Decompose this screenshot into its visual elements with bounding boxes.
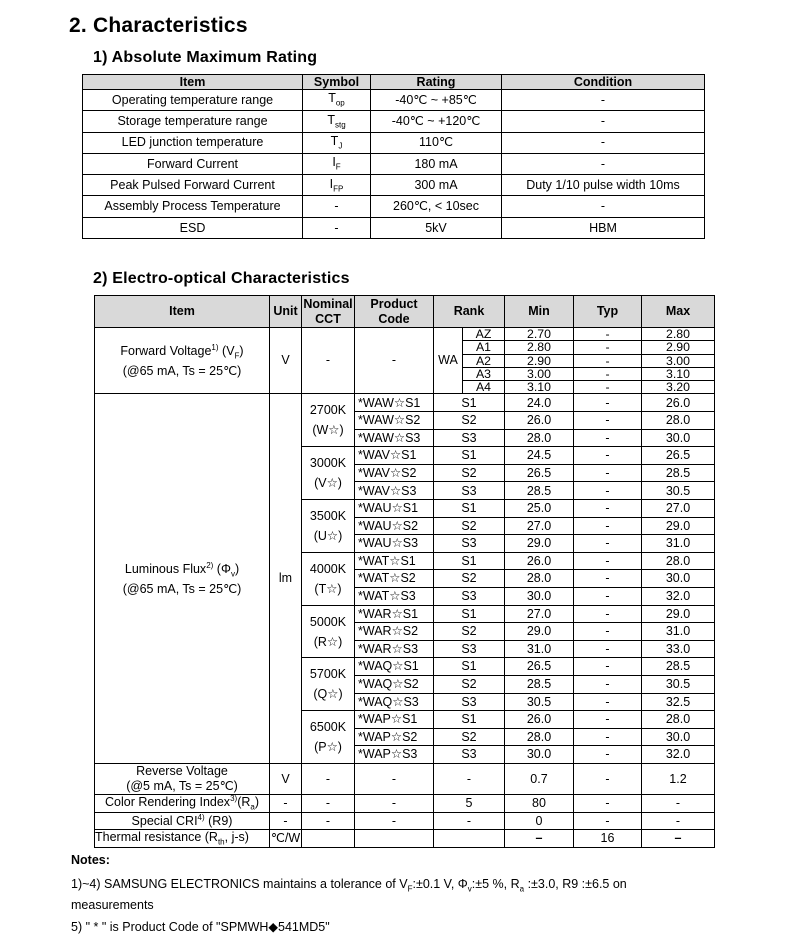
lf-code: *WAU☆S2	[355, 517, 434, 535]
lf-typ: -	[574, 605, 642, 623]
abs-condition: -	[502, 196, 705, 217]
vf-condition: (@65 mA, Ts = 25℃)	[122, 363, 242, 378]
abs-symbol-letter: T	[330, 133, 339, 148]
note-5: 5) " * " is Product Code of "SPMWH◆541MD5"	[71, 920, 330, 934]
abs-condition: Duty 1/10 pulse width 10ms	[502, 175, 705, 196]
cri-cct: -	[302, 794, 355, 812]
lf-typ: -	[574, 658, 642, 676]
lf-code: *WAP☆S2	[355, 728, 434, 746]
lf-rank: S2	[434, 675, 505, 693]
abs-row	[83, 196, 705, 217]
header-cct: Nominal CCT	[303, 297, 353, 326]
lf-code: *WAR☆S2	[355, 623, 434, 641]
lf-rank: S3	[434, 535, 505, 553]
lf-typ: -	[574, 535, 642, 553]
lf-code: *WAQ☆S1	[355, 658, 434, 676]
lf-code: *WAP☆S1	[355, 711, 434, 729]
abs-rating: 260℃, < 10sec	[371, 196, 502, 217]
cri-label: Color Rendering Index	[104, 795, 231, 810]
lf-max: 26.5	[642, 447, 715, 465]
abs-symbol-letter: -	[334, 199, 339, 214]
lf-max: 31.0	[642, 623, 715, 641]
vf-rank: AZ	[462, 328, 504, 340]
lf-cct	[302, 394, 355, 447]
lf-cct-value: 4000K	[309, 561, 347, 576]
vf-min: 2.70	[505, 328, 574, 341]
lf-rank: S1	[434, 711, 505, 729]
abs-condition: HBM	[502, 217, 705, 238]
vf-typ: -	[574, 354, 642, 367]
vf-rank: A1	[462, 340, 504, 353]
lf-cct-symbol: (V☆)	[314, 476, 342, 491]
cri-row	[95, 794, 715, 812]
abs-symbol	[303, 153, 371, 174]
lf-typ: -	[574, 517, 642, 535]
abs-row	[83, 217, 705, 238]
lf-max: 27.0	[642, 500, 715, 518]
vf-code: -	[355, 328, 434, 394]
vf-min: 2.90	[505, 354, 574, 367]
note-1-sub-f: F	[407, 884, 413, 894]
abs-symbol-letter: T	[328, 91, 336, 106]
cri-symbol-close: )	[254, 795, 260, 810]
vf-cct: -	[302, 328, 355, 394]
lf-typ: -	[574, 552, 642, 570]
abs-row	[83, 175, 705, 196]
lf-min: 31.0	[505, 640, 574, 658]
abs-max-title: 1) Absolute Maximum Rating	[93, 49, 318, 66]
abs-symbol-letter: T	[327, 112, 335, 127]
vf-max: 3.20	[642, 381, 715, 394]
cri-rank: 5	[434, 794, 505, 812]
r9-symbol: (R9)	[204, 814, 233, 829]
lf-max: 32.5	[642, 693, 715, 711]
lf-min: 27.0	[505, 517, 574, 535]
lf-rank: S2	[434, 623, 505, 641]
lf-max: 30.0	[642, 570, 715, 588]
lf-typ: -	[574, 394, 642, 412]
note-1-continued: measurements	[71, 898, 154, 912]
lf-min: 26.0	[505, 711, 574, 729]
lf-cct-value: 3000K	[309, 456, 347, 471]
lf-cct-symbol: (W☆)	[312, 423, 344, 438]
lf-code: *WAR☆S3	[355, 640, 434, 658]
vf-min: 3.00	[505, 367, 574, 380]
lf-max: 32.0	[642, 588, 715, 606]
lf-rank: S3	[434, 746, 505, 764]
lf-min: 26.5	[505, 658, 574, 676]
abs-symbol-sub: J	[338, 141, 343, 151]
lf-cct-symbol: (T☆)	[314, 581, 342, 596]
lf-symbol: (Φ	[216, 561, 231, 576]
abs-symbol-sub: op	[335, 98, 345, 108]
abs-condition: -	[502, 111, 705, 132]
lf-cct-symbol: (U☆)	[313, 528, 343, 543]
vf-rank: A2	[462, 354, 504, 367]
r9-min: 0	[505, 812, 574, 830]
header-min: Min	[505, 296, 574, 328]
vf-symbol-close: )	[239, 343, 244, 358]
vf-typ: -	[574, 328, 642, 341]
r9-item	[95, 812, 270, 830]
rv-code: -	[355, 763, 434, 794]
vf-typ: -	[574, 381, 642, 394]
vf-rank: A3	[462, 367, 504, 380]
eo-header-row	[95, 296, 715, 328]
lf-max: 30.5	[642, 675, 715, 693]
lf-unit: lm	[270, 394, 302, 763]
abs-item: Operating temperature range	[83, 90, 303, 111]
note-1-text-4: :±3.0, R9 :±6.5 on	[524, 877, 627, 891]
lf-typ: -	[574, 623, 642, 641]
lf-typ: -	[574, 675, 642, 693]
eo-title: 2) Electro-optical Characteristics	[93, 270, 350, 287]
lf-cct-value: 5000K	[309, 614, 347, 629]
lf-cct-value: 2700K	[309, 403, 347, 418]
lf-min: 28.0	[505, 570, 574, 588]
lf-label: Luminous Flux	[124, 561, 207, 576]
r9-label: Special CRI	[131, 814, 198, 829]
lf-min: 29.0	[505, 535, 574, 553]
abs-symbol-letter: I	[332, 155, 336, 170]
header-condition: Condition	[502, 75, 705, 90]
lf-cct-symbol: (Q☆)	[313, 687, 343, 702]
lf-rank: S1	[434, 658, 505, 676]
lf-max: 33.0	[642, 640, 715, 658]
lf-code: *WAT☆S2	[355, 570, 434, 588]
vf-rank-group: WA	[438, 353, 458, 368]
lf-max: 31.0	[642, 535, 715, 553]
lf-code: *WAQ☆S3	[355, 693, 434, 711]
vf-rank-cell	[434, 328, 505, 394]
lf-min: 26.5	[505, 464, 574, 482]
cri-code: -	[355, 794, 434, 812]
abs-symbol	[303, 175, 371, 196]
lf-code: *WAW☆S2	[355, 412, 434, 430]
lf-cct-symbol: (P☆)	[314, 740, 342, 755]
lf-max: 28.5	[642, 464, 715, 482]
header-unit: Unit	[270, 296, 302, 328]
abs-rating: 300 mA	[371, 175, 502, 196]
lf-typ: -	[574, 588, 642, 606]
lf-max: 29.0	[642, 605, 715, 623]
abs-item: Peak Pulsed Forward Current	[83, 175, 303, 196]
header-typ: Typ	[574, 296, 642, 328]
section-title: 2. Characteristics	[69, 14, 248, 37]
lf-rank: S1	[434, 500, 505, 518]
lf-code: *WAT☆S3	[355, 588, 434, 606]
lf-symbol-close: )	[234, 561, 240, 576]
note-1-text: 1)~4) SAMSUNG ELECTRONICS maintains a tolerance of V	[71, 877, 408, 891]
abs-item: Forward Current	[83, 153, 303, 174]
abs-header-row	[83, 75, 705, 90]
lf-min: 30.0	[505, 746, 574, 764]
abs-symbol-sub: FP	[333, 184, 344, 194]
thermal-label: Thermal resistance (R	[95, 829, 218, 844]
abs-item: Storage temperature range	[83, 111, 303, 132]
lf-min: 30.5	[505, 693, 574, 711]
abs-condition: -	[502, 153, 705, 174]
abs-symbol-sub: F	[335, 162, 341, 172]
r9-rank: -	[434, 812, 505, 830]
rv-label: Reverse Voltage	[136, 763, 228, 778]
vf-symbol-sub: F	[234, 351, 240, 361]
header-symbol: Symbol	[303, 75, 371, 90]
note-1	[71, 877, 627, 894]
lf-code: *WAW☆S1	[355, 394, 434, 412]
abs-rating: 180 mA	[371, 153, 502, 174]
notes-title: Notes:	[71, 853, 110, 867]
lf-cct	[302, 500, 355, 553]
r9-sup: 4)	[197, 813, 205, 823]
lf-typ: -	[574, 500, 642, 518]
lf-rank: S1	[434, 552, 505, 570]
header-rating: Rating	[371, 75, 502, 90]
r9-max: -	[642, 812, 715, 830]
lf-max: 28.0	[642, 552, 715, 570]
abs-max-table	[82, 74, 705, 239]
abs-rating: -40℃ ~ +85℃	[371, 90, 502, 111]
cri-min: 80	[505, 794, 574, 812]
lf-row	[95, 394, 715, 412]
abs-symbol-sub: stg	[334, 120, 346, 130]
lf-typ: -	[574, 412, 642, 430]
header-rank: Rank	[434, 296, 505, 328]
rv-unit: V	[270, 763, 302, 794]
vf-symbol: (V	[222, 343, 235, 358]
lf-typ: -	[574, 447, 642, 465]
cri-unit: -	[270, 794, 302, 812]
lf-min: 24.0	[505, 394, 574, 412]
note-1-text-2: :±0.1 V, Φ	[412, 877, 468, 891]
vf-label: Forward Voltage	[120, 343, 212, 358]
lf-code: *WAU☆S1	[355, 500, 434, 518]
lf-code: *WAP☆S3	[355, 746, 434, 764]
lf-symbol-sub: v	[230, 569, 235, 579]
lf-rank: S3	[434, 482, 505, 500]
lf-code: *WAV☆S3	[355, 482, 434, 500]
cri-max: -	[642, 794, 715, 812]
thermal-min: –	[505, 830, 574, 848]
lf-rank: S3	[434, 429, 505, 447]
lf-typ: -	[574, 429, 642, 447]
lf-cct	[302, 447, 355, 500]
lf-typ: -	[574, 482, 642, 500]
lf-rank: S3	[434, 640, 505, 658]
lf-code: *WAT☆S1	[355, 552, 434, 570]
abs-symbol	[303, 217, 371, 238]
cri-sup: 3)	[230, 794, 238, 803]
vf-min: 3.10	[505, 381, 574, 394]
vf-rank: A4	[462, 380, 504, 393]
lf-max: 29.0	[642, 517, 715, 535]
rv-rank: -	[434, 763, 505, 794]
abs-item: LED junction temperature	[83, 132, 303, 153]
thermal-label-close: , j-s)	[224, 829, 249, 844]
abs-symbol	[303, 111, 371, 132]
lf-min: 28.5	[505, 675, 574, 693]
lf-typ: -	[574, 570, 642, 588]
lf-max: 28.0	[642, 412, 715, 430]
lf-code: *WAQ☆S2	[355, 675, 434, 693]
vf-sup: 1)	[211, 342, 219, 352]
lf-max: 28.0	[642, 711, 715, 729]
note-1-sub-a: a	[519, 884, 525, 894]
lf-rank: S3	[434, 693, 505, 711]
lf-cct-value: 6500K	[309, 720, 347, 735]
abs-row	[83, 132, 705, 153]
abs-item: Assembly Process Temperature	[83, 196, 303, 217]
lf-min: 28.5	[505, 482, 574, 500]
thermal-max: –	[642, 830, 715, 848]
lf-cct-symbol: (R☆)	[313, 634, 343, 649]
header-item: Item	[83, 75, 303, 90]
cri-typ: -	[574, 794, 642, 812]
cri-symbol: (R	[237, 795, 251, 810]
abs-row	[83, 111, 705, 132]
vf-max: 2.90	[642, 341, 715, 354]
thermal-typ: 16	[574, 830, 642, 848]
thermal-code	[355, 830, 434, 848]
rv-condition: (@5 mA, Ts = 25℃)	[126, 778, 238, 793]
abs-symbol-letter: I	[329, 176, 334, 191]
abs-condition: -	[502, 132, 705, 153]
abs-item: ESD	[83, 217, 303, 238]
vf-typ: -	[574, 341, 642, 354]
lf-min: 30.0	[505, 588, 574, 606]
lf-rank: S3	[434, 588, 505, 606]
lf-code: *WAR☆S1	[355, 605, 434, 623]
lf-code: *WAU☆S3	[355, 535, 434, 553]
thermal-rank	[434, 830, 505, 848]
vf-max: 3.00	[642, 354, 715, 367]
abs-symbol-letter: -	[334, 220, 339, 235]
note-1-sub-v: v	[467, 884, 472, 894]
abs-symbol	[303, 132, 371, 153]
lf-typ: -	[574, 640, 642, 658]
r9-cct: -	[302, 812, 355, 830]
abs-symbol	[303, 90, 371, 111]
lf-min: 25.0	[505, 500, 574, 518]
lf-cct	[302, 605, 355, 658]
lf-typ: -	[574, 464, 642, 482]
header-max: Max	[642, 296, 715, 328]
lf-sup: 2)	[206, 560, 214, 570]
lf-max: 30.5	[642, 482, 715, 500]
thermal-cct	[302, 830, 355, 848]
lf-typ: -	[574, 746, 642, 764]
vf-unit: V	[270, 328, 302, 394]
lf-typ: -	[574, 711, 642, 729]
vf-item	[95, 328, 270, 394]
lf-rank: S1	[434, 605, 505, 623]
lf-rank: S2	[434, 464, 505, 482]
lf-cct	[302, 658, 355, 711]
cri-item	[95, 794, 270, 812]
rv-row	[95, 763, 715, 794]
lf-item	[95, 394, 270, 763]
rv-item	[95, 763, 270, 794]
r9-typ: -	[574, 812, 642, 830]
abs-rating: -40℃ ~ +120℃	[371, 111, 502, 132]
lf-condition: (@65 mA, Ts = 25℃)	[122, 581, 242, 596]
rv-cct: -	[302, 763, 355, 794]
header-code: Product Code	[355, 296, 434, 328]
lf-max: 32.0	[642, 746, 715, 764]
r9-unit: -	[270, 812, 302, 830]
r9-code: -	[355, 812, 434, 830]
lf-cct-value: 5700K	[309, 667, 347, 682]
thermal-sub: th	[217, 837, 225, 847]
lf-typ: -	[574, 728, 642, 746]
vf-max: 2.80	[642, 328, 715, 341]
lf-code: *WAV☆S1	[355, 447, 434, 465]
lf-code: *WAV☆S2	[355, 464, 434, 482]
lf-min: 29.0	[505, 623, 574, 641]
abs-row	[83, 90, 705, 111]
thermal-row	[95, 830, 715, 848]
lf-max: 30.0	[642, 728, 715, 746]
rv-typ: -	[574, 763, 642, 794]
cri-symbol-sub: a	[250, 802, 255, 812]
vf-row	[95, 328, 715, 341]
lf-cct	[302, 552, 355, 605]
lf-code: *WAW☆S3	[355, 429, 434, 447]
abs-rating: 110℃	[371, 132, 502, 153]
eo-table	[94, 295, 715, 848]
lf-max: 26.0	[642, 394, 715, 412]
abs-rating: 5kV	[371, 217, 502, 238]
lf-max: 30.0	[642, 429, 715, 447]
rv-max: 1.2	[642, 763, 715, 794]
lf-min: 26.0	[505, 412, 574, 430]
lf-min: 27.0	[505, 605, 574, 623]
lf-min: 28.0	[505, 728, 574, 746]
lf-min: 24.5	[505, 447, 574, 465]
r9-row	[95, 812, 715, 830]
lf-rank: S1	[434, 394, 505, 412]
thermal-unit: ℃/W	[270, 830, 302, 848]
lf-min: 28.0	[505, 429, 574, 447]
lf-max: 28.5	[642, 658, 715, 676]
abs-symbol	[303, 196, 371, 217]
abs-condition: -	[502, 90, 705, 111]
lf-rank: S1	[434, 447, 505, 465]
lf-rank: S2	[434, 570, 505, 588]
lf-rank: S2	[434, 728, 505, 746]
header-item: Item	[95, 296, 270, 328]
thermal-item	[95, 830, 270, 848]
note-1-text-3: :±5 %, R	[471, 877, 520, 891]
lf-cct-value: 3500K	[309, 508, 347, 523]
vf-typ: -	[574, 367, 642, 380]
lf-typ: -	[574, 693, 642, 711]
lf-min: 26.0	[505, 552, 574, 570]
vf-max: 3.10	[642, 367, 715, 380]
lf-rank: S2	[434, 412, 505, 430]
rv-min: 0.7	[505, 763, 574, 794]
abs-row	[83, 153, 705, 174]
lf-rank: S2	[434, 517, 505, 535]
vf-min: 2.80	[505, 341, 574, 354]
lf-cct	[302, 711, 355, 764]
